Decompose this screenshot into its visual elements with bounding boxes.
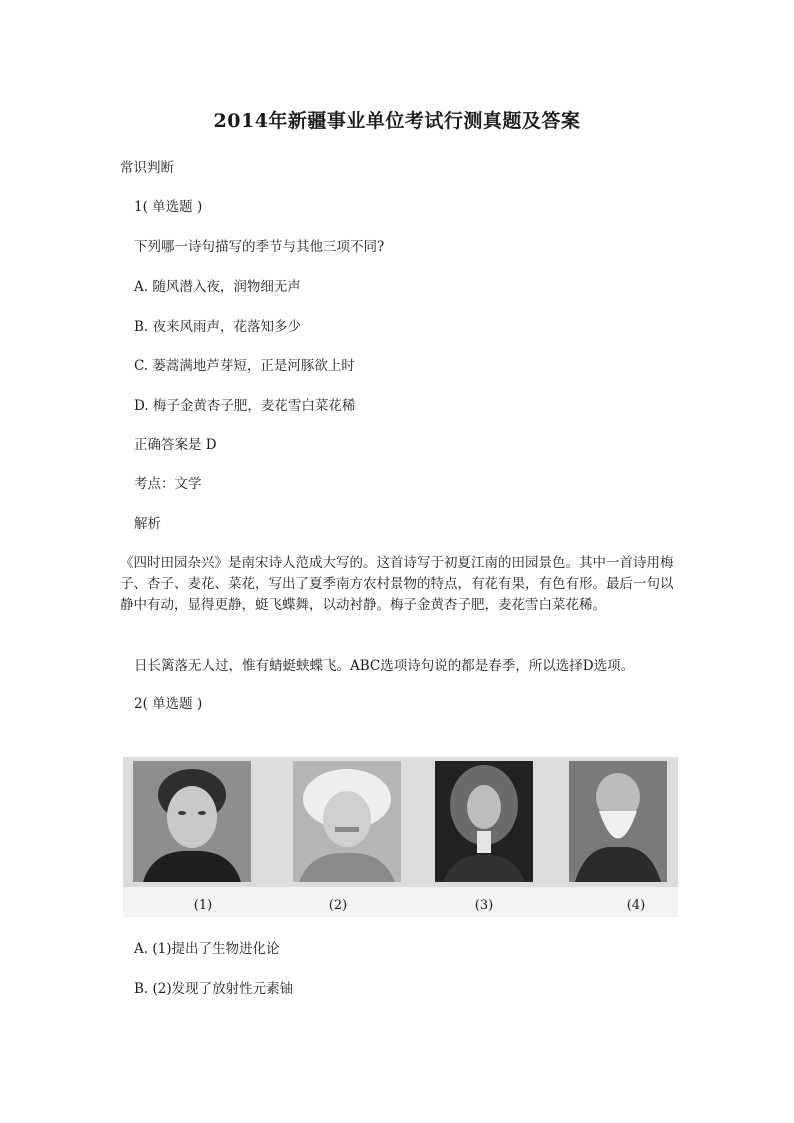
photo-caption-3: (3) xyxy=(474,898,494,913)
photo-caption-1: (1) xyxy=(193,898,213,913)
question-1-option-a: A. 随风潜入夜，润物细无声 xyxy=(134,279,301,295)
question-1-analysis-conclusion: 日长篱落无人过，惟有蜻蜓蛱蝶飞。ABC选项诗句说的都是春季，所以选择D选项。 xyxy=(134,658,635,674)
question-2-number: 2( 单选题 ) xyxy=(134,696,203,712)
scientist-photos xyxy=(123,757,678,917)
question-1-answer: 正确答案是 D xyxy=(134,437,217,453)
section-heading: 常识判断 xyxy=(120,160,174,176)
question-1-stem: 下列哪一诗句描写的季节与其他三项不同? xyxy=(134,239,385,255)
question-1-option-c: C. 蒌蒿满地芦芽短，正是河豚欲上时 xyxy=(134,358,355,374)
question-1-option-d: D. 梅子金黄杏子肥，麦花雪白菜花稀 xyxy=(134,398,356,414)
question-1-number: 1( 单选题 ) xyxy=(134,199,203,215)
portrait-1-image xyxy=(133,761,251,882)
question-2-option-b: B. (2)发现了放射性元素铀 xyxy=(134,981,294,997)
question-1-analysis-label: 解析 xyxy=(134,516,161,532)
photo-caption-4: (4) xyxy=(626,898,646,913)
question-1-point: 考点：文学 xyxy=(134,476,202,492)
photo-caption-2: (2) xyxy=(328,898,348,913)
portrait-2-image xyxy=(293,761,401,882)
portrait-3-image xyxy=(435,761,533,882)
document-title: 2014年新疆事业单位考试行测真题及答案 xyxy=(213,110,581,132)
question-1-option-b: B. 夜来风雨声，花落知多少 xyxy=(134,319,302,335)
question-1-analysis-paragraph: 《四时田园杂兴》是南宋诗人范成大写的。这首诗写于初夏江南的田园景色。其中一首诗用梅子、杏子、麦花、菜花，写出了夏季南方农村景物的特点，有花有果，有色有形。最后一句以静中有动，显得更静，蜓飞蝶舞，以动衬静。梅子金黄杏子肥，麦花雪白菜花稀。 xyxy=(120,555,674,613)
portrait-4-image xyxy=(569,761,667,882)
question-2-option-a: A. (1)提出了生物进化论 xyxy=(134,941,280,957)
